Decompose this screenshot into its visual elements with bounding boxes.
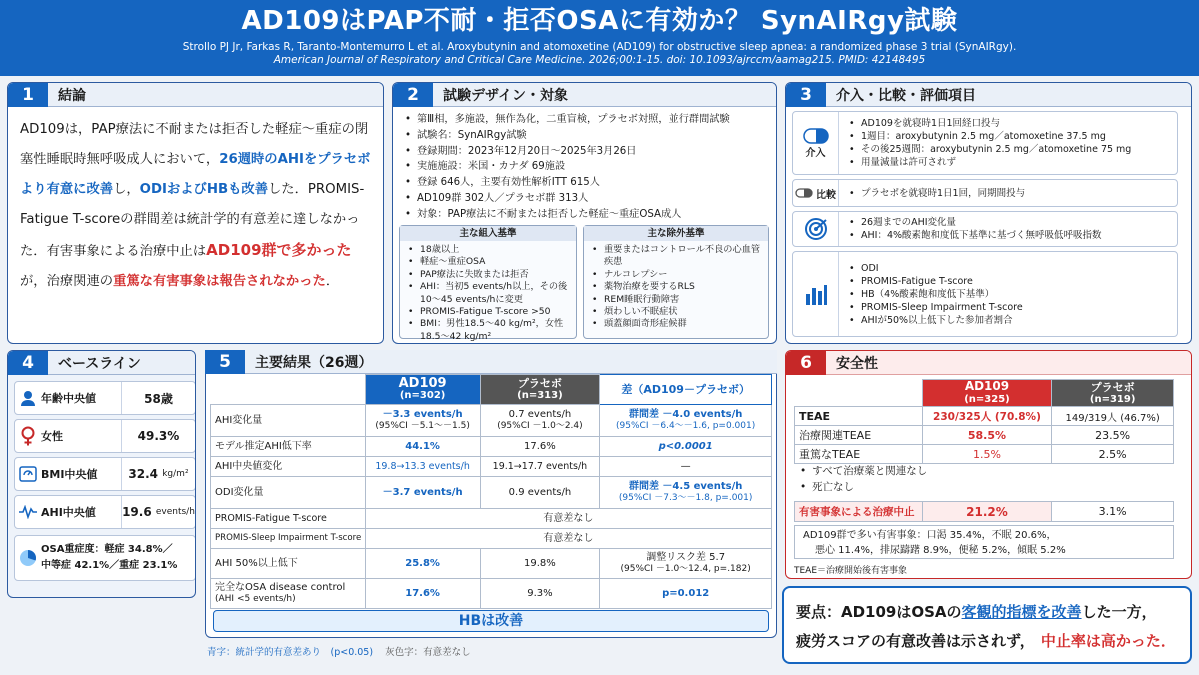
- exclusion-box: [583, 225, 769, 339]
- panel-title: 主要結果（26週）: [255, 354, 373, 371]
- primary-endpoint-list: [839, 216, 1102, 242]
- row-label: 有害事象による治療中止: [795, 502, 923, 522]
- bmi-unit: kg/m²: [162, 469, 189, 479]
- key-point-box: [782, 586, 1192, 664]
- header-label: AD109: [964, 379, 1010, 393]
- target-icon: [804, 217, 828, 241]
- row-label: AHI変化量: [211, 405, 366, 437]
- table-row: [795, 502, 1174, 522]
- design-list: [393, 107, 776, 223]
- row-label: 重篤なTEAE: [795, 445, 923, 464]
- panel-number: 2: [393, 83, 433, 107]
- table-row: [211, 509, 772, 529]
- panel-header: [8, 351, 195, 375]
- list-item: • 軽症～重症OSA: [408, 256, 571, 268]
- bmi-value: 32.4: [128, 467, 159, 481]
- panel-header: [393, 83, 776, 107]
- table-header-row: [795, 380, 1174, 407]
- key-highlight: 客観的指標を改善: [961, 603, 1082, 621]
- row-label: AHI中央値変化: [211, 457, 366, 477]
- panel-title: 安全性: [836, 355, 878, 372]
- legend-nonsignificant: 灰色字：有意差なし: [385, 647, 471, 658]
- cell-merged: 有意差なし: [365, 509, 771, 529]
- highlight-text: 重篤な有害事象は報告されなかった: [113, 274, 326, 289]
- highlight-text: ODIおよびHBも改善: [139, 182, 269, 197]
- panel-number: 1: [8, 83, 48, 107]
- intervention-list: [839, 117, 1131, 169]
- secondary-endpoint-list: [839, 262, 1023, 327]
- citation: Strollo PJ Jr, Farkas R, Taranto-Montemurro L et al. Aroxybutynin and atomoxetine (AD109) for obstructive sleep apnea: a randomized phase 3 trial (SynAIRgy).: [182, 41, 1017, 53]
- table-row: [211, 437, 772, 457]
- cell-ad109: 25.8%: [365, 549, 480, 579]
- baseline-panel: [7, 350, 196, 598]
- row-label: モデル推定AHI低下率: [211, 437, 366, 457]
- cell-diff: —: [600, 457, 772, 477]
- cell-diff: [600, 405, 772, 437]
- bar-chart-icon: [804, 282, 828, 306]
- row-label: 治療関連TEAE: [795, 426, 923, 445]
- key-text: 要点：AD109はOSAの: [796, 603, 962, 621]
- list-item: • PROMIS-Fatigue T-score: [849, 275, 1023, 288]
- ahi-label: AHI中央値: [41, 506, 96, 519]
- row-label: PROMIS-Sleep Impairment T-score: [211, 529, 366, 549]
- age-label: 年齢中央値: [41, 392, 96, 405]
- legend-significant: 青字：統計学的有意差あり (p<0.05): [207, 647, 374, 658]
- ahi-value: 19.6: [122, 505, 152, 519]
- baseline-osa: [14, 535, 196, 581]
- panel-header: [786, 351, 1191, 375]
- cell-ad109: 58.5%: [922, 426, 1052, 445]
- cell-ci: (95%CI －6.4～－1.6, p=0.001): [616, 421, 756, 431]
- cell-placebo: 2.5%: [1052, 445, 1174, 464]
- pie-chart-icon: [19, 549, 37, 567]
- row-label-sub: (AHI <5 events/h): [215, 594, 296, 604]
- bmi-value-cell: [121, 458, 195, 490]
- waveform-icon: [19, 505, 37, 519]
- person-icon: [20, 390, 36, 406]
- list-item: • 対象：PAP療法に不耐または拒否した軽症～重症OSA成人: [405, 207, 766, 223]
- intervention-panel: [785, 82, 1192, 344]
- header-banner: [0, 0, 1199, 76]
- cell-main: 0.7 events/h: [508, 408, 572, 420]
- list-item: • 1週目：aroxybutynin 2.5 mg／atomoxetine 37.5 mg: [849, 130, 1131, 143]
- key-highlight: 中止率は高かった．: [1040, 632, 1176, 650]
- row-label: ODI変化量: [211, 477, 366, 509]
- list-item: • AD109群 302人／プラセボ群 313人: [405, 191, 766, 207]
- cell-placebo: 19.1→17.7 events/h: [480, 457, 600, 477]
- list-item: • すべて治療薬と関連なし: [800, 463, 927, 479]
- table-row: [211, 529, 772, 549]
- page-title: AD109はPAP不耐・拒否OSAに有効か？ SynAIRgy試験: [241, 6, 958, 36]
- list-item: • 薬物治療を要するRLS: [592, 281, 763, 293]
- panel-title: 結論: [58, 87, 86, 104]
- text-segment: ．: [325, 274, 340, 289]
- text-segment: し，: [113, 182, 140, 197]
- osa-text: [41, 542, 177, 574]
- header-n: (n=302): [399, 390, 446, 401]
- ahi-unit: events/h: [155, 507, 195, 517]
- inclusion-title: 主な組入基準: [400, 226, 576, 241]
- header-label: プラセボ: [517, 376, 562, 390]
- list-item: • 煩わしい不眠症状: [592, 306, 763, 318]
- cell-placebo: 23.5%: [1052, 426, 1174, 445]
- cell-main: －3.3 events/h: [382, 408, 463, 420]
- teae-note: TEAE＝治療開始後有害事象: [794, 566, 908, 576]
- cell-placebo: 9.3%: [480, 579, 600, 609]
- row-label: AHI 50%以上低下: [211, 549, 366, 579]
- table-row: [211, 549, 772, 579]
- bmi-label: BMI中央値: [41, 468, 98, 481]
- results-table: [210, 374, 772, 609]
- cell-placebo: 0.9 events/h: [480, 477, 600, 509]
- cell-ad109: 17.6%: [365, 579, 480, 609]
- cell-ad109: 19.8→13.3 events/h: [365, 457, 480, 477]
- cell-placebo: 149/319人 (46.7%): [1052, 407, 1174, 426]
- cell-diff: [600, 549, 772, 579]
- list-item: • 試験名：SynAIRgy試験: [405, 128, 766, 144]
- list-item: • 用量減量は許可されず: [849, 156, 1131, 169]
- cell-ad109: 21.2%: [922, 502, 1052, 522]
- list-item: • REM睡眠行動障害: [592, 294, 763, 306]
- list-item: • BMI：男性18.5～40 kg/m²，女性18.5～42 kg/m²: [408, 318, 571, 343]
- panel-number: 6: [786, 351, 826, 375]
- placebo-header: [1052, 380, 1174, 407]
- secondary-endpoint-cell: [793, 252, 839, 336]
- cell-main: 群間差 －4.0 events/h: [628, 408, 743, 420]
- header-label: プラセボ: [1090, 380, 1135, 394]
- highlight-text: AD109群で多かった: [206, 241, 352, 259]
- table-row: [795, 407, 1174, 426]
- highlight-text: 26週時のAHIをプラセボより有意に改善: [20, 152, 371, 197]
- table-row: [211, 457, 772, 477]
- cell-ad109: 230/325人 (70.8%): [922, 407, 1052, 426]
- panel-title: ベースライン: [58, 355, 141, 372]
- secondary-endpoint-row: [792, 251, 1178, 337]
- exclusion-title: 主な除外基準: [584, 226, 768, 241]
- ahi-value-cell: [121, 496, 195, 528]
- conclusion-panel: [7, 82, 384, 344]
- safety-table: [794, 379, 1174, 464]
- list-item: • 26週までのAHI変化量: [849, 216, 1102, 229]
- table-row: [211, 477, 772, 509]
- list-item: • AHI：当初5 events/h以上，その後10～45 events/hに変更: [408, 281, 571, 306]
- header-n: (n=319): [1089, 393, 1136, 405]
- list-item: • ODI: [849, 262, 1023, 275]
- panel-number: 4: [8, 351, 48, 375]
- cell-diff: [600, 477, 772, 509]
- cell-ci: (95%CI －7.3～－1.8, p=.001): [618, 493, 753, 503]
- list-item: • 登録期間：2023年12月20日～2025年3月26日: [405, 144, 766, 160]
- list-item: • HB（4%酸素飽和度低下基準）: [849, 288, 1023, 301]
- cell-merged: 有意差なし: [365, 529, 771, 549]
- table-row: [211, 405, 772, 437]
- text-segment: した．PROMIS-Fatigue T-scoreの群間差は統計学的有意差に達しなかった．有害事象による治療中止は: [20, 182, 365, 259]
- comparator-cell: [793, 180, 839, 206]
- ad109-header: [365, 375, 480, 405]
- table-header-row: [211, 375, 772, 405]
- text-segment: AD109は，PAP療法に不耐または拒否した軽症～重症の閉塞性睡眠時無呼吸成人において，: [20, 122, 369, 167]
- journal-info: American Journal of Respiratory and Critical Care Medicine. 2026;00:1-15. doi: 10.1093/ajrccm/aamag215. PMID: 42148495: [273, 54, 926, 66]
- key-text: 疲労スコアの有意改善は示されず，: [796, 632, 1035, 650]
- intervention-label: 介入: [805, 147, 826, 159]
- key-text: した一方，: [1081, 603, 1157, 621]
- table-row: [795, 445, 1174, 464]
- table-row: [211, 579, 772, 609]
- intervention-cell: [793, 112, 839, 174]
- list-item: • 18歳以上: [408, 244, 571, 256]
- inclusion-list: [400, 241, 576, 343]
- list-item: • AHI：4%酸素飽和度低下基準に基づく無呼吸低呼吸指数: [849, 229, 1102, 242]
- ad109-header: [922, 380, 1052, 407]
- cell-ad109: [365, 405, 480, 437]
- list-item: • ナルコレプシー: [592, 269, 763, 281]
- list-item: • 重要またはコントロール不良の心血管疾患: [592, 244, 763, 269]
- hb-banner: HBは改善: [213, 610, 769, 632]
- list-item: • PAP療法に失敗または拒否: [408, 269, 571, 281]
- list-item: • 第Ⅲ相，多施設，無作為化，二重盲検，プラセボ対照，並行群間試験: [405, 112, 766, 128]
- baseline-female: [14, 419, 196, 453]
- cell-main: 群間差 －4.5 events/h: [628, 480, 743, 492]
- pill-icon: [803, 128, 829, 144]
- safety-notes: [800, 463, 927, 495]
- text-segment: が，治療関連の: [20, 274, 114, 289]
- cell-placebo: 19.8%: [480, 549, 600, 579]
- ae-line: AD109群で多い有害事象：口渇 35.4%，不眠 20.6%，: [803, 530, 1057, 541]
- cell-ad109: －3.7 events/h: [365, 477, 480, 509]
- design-panel: [392, 82, 777, 344]
- intervention-row: [792, 111, 1178, 175]
- placebo-pill-icon: [795, 188, 813, 198]
- row-label: PROMIS-Fatigue T-score: [211, 509, 366, 529]
- discontinuation-table: [794, 501, 1174, 522]
- cell-diff: p=0.012: [600, 579, 772, 609]
- comparator-label: 比較: [816, 189, 836, 201]
- list-item: • AHIが50%以上低下した参加者割合: [849, 314, 1023, 327]
- female-label: 女性: [41, 430, 63, 443]
- header-label: AD109: [398, 375, 447, 391]
- panel-title: 試験デザイン・対象: [443, 87, 569, 104]
- panel-header: [205, 350, 777, 374]
- baseline-ahi: [14, 495, 196, 529]
- panel-number: 5: [205, 350, 245, 374]
- osa-line: 中等症 42.1%／重症 23.1%: [41, 560, 178, 571]
- exclusion-list: [584, 241, 768, 331]
- baseline-bmi: [14, 457, 196, 491]
- difference-header: 差（AD109－プラセボ）: [600, 375, 772, 405]
- cell-ci: (95%CI －1.0～12.4, p=.182): [620, 564, 751, 574]
- osa-line: OSA重症度：軽症 34.8%／: [41, 544, 173, 555]
- female-icon: [20, 426, 36, 446]
- cell-ci: (95%CI －1.0～2.4): [497, 421, 583, 431]
- primary-endpoint-cell: [793, 212, 839, 246]
- panel-number: 3: [786, 83, 826, 107]
- cell-diff: p<0.0001: [600, 437, 772, 457]
- list-item: • 頭蓋顔面奇形症候群: [592, 318, 763, 330]
- list-item: • AD109を就寝時1日1回経口投与: [849, 117, 1131, 130]
- female-value: 49.3%: [121, 420, 195, 452]
- results-legend: [207, 644, 471, 658]
- cell-main: 調整リスク差 5.7: [646, 551, 726, 563]
- cell-ad109: 44.1%: [365, 437, 480, 457]
- placebo-header: [480, 375, 600, 405]
- inclusion-box: [399, 225, 577, 342]
- cell-placebo: 3.1%: [1052, 502, 1174, 522]
- list-item: • プラセボを就寝時1日1回，同期間投与: [849, 187, 1025, 200]
- list-item: • 実施施設：米国・カナダ 69施設: [405, 159, 766, 175]
- comparator-row: [792, 179, 1178, 207]
- safety-panel: [785, 350, 1192, 579]
- adverse-events-box: [794, 525, 1174, 559]
- cell-placebo: 17.6%: [480, 437, 600, 457]
- panel-header: [8, 83, 383, 107]
- row-label-main: 完全なOSA disease control: [215, 581, 346, 593]
- cell-placebo: [480, 405, 600, 437]
- list-item: • PROMIS-Sleep Impairment T-score: [849, 301, 1023, 314]
- cell-ci: (95%CI －5.1～－1.5): [375, 421, 470, 431]
- list-item: • 登録 646人，主要有効性解析ITT 615人: [405, 175, 766, 191]
- primary-endpoint-row: [792, 211, 1178, 247]
- header-n: (n=313): [517, 390, 563, 401]
- cell-ad109: 1.5%: [922, 445, 1052, 464]
- ae-line: 悪心 11.4%，排尿躊躇 8.9%，便秘 5.2%，傾眠 5.2%: [815, 545, 1066, 556]
- header-n: (n=325): [964, 394, 1010, 405]
- row-label: TEAE: [795, 407, 923, 426]
- list-item: • その後25週間：aroxybutynin 2.5 mg／atomoxetine 75 mg: [849, 143, 1131, 156]
- comparator-list: [839, 187, 1025, 200]
- list-item: • PROMIS-Fatigue T-score >50: [408, 306, 571, 318]
- results-panel: [205, 350, 777, 658]
- age-value: 58歳: [121, 382, 195, 414]
- table-row: [795, 426, 1174, 445]
- row-label: [211, 579, 366, 609]
- panel-title: 介入・比較・評価項目: [836, 87, 976, 104]
- conclusion-text: [8, 107, 383, 305]
- baseline-age: [14, 381, 196, 415]
- scale-icon: [19, 466, 37, 482]
- list-item: • 死亡なし: [800, 479, 927, 495]
- panel-header: [786, 83, 1191, 107]
